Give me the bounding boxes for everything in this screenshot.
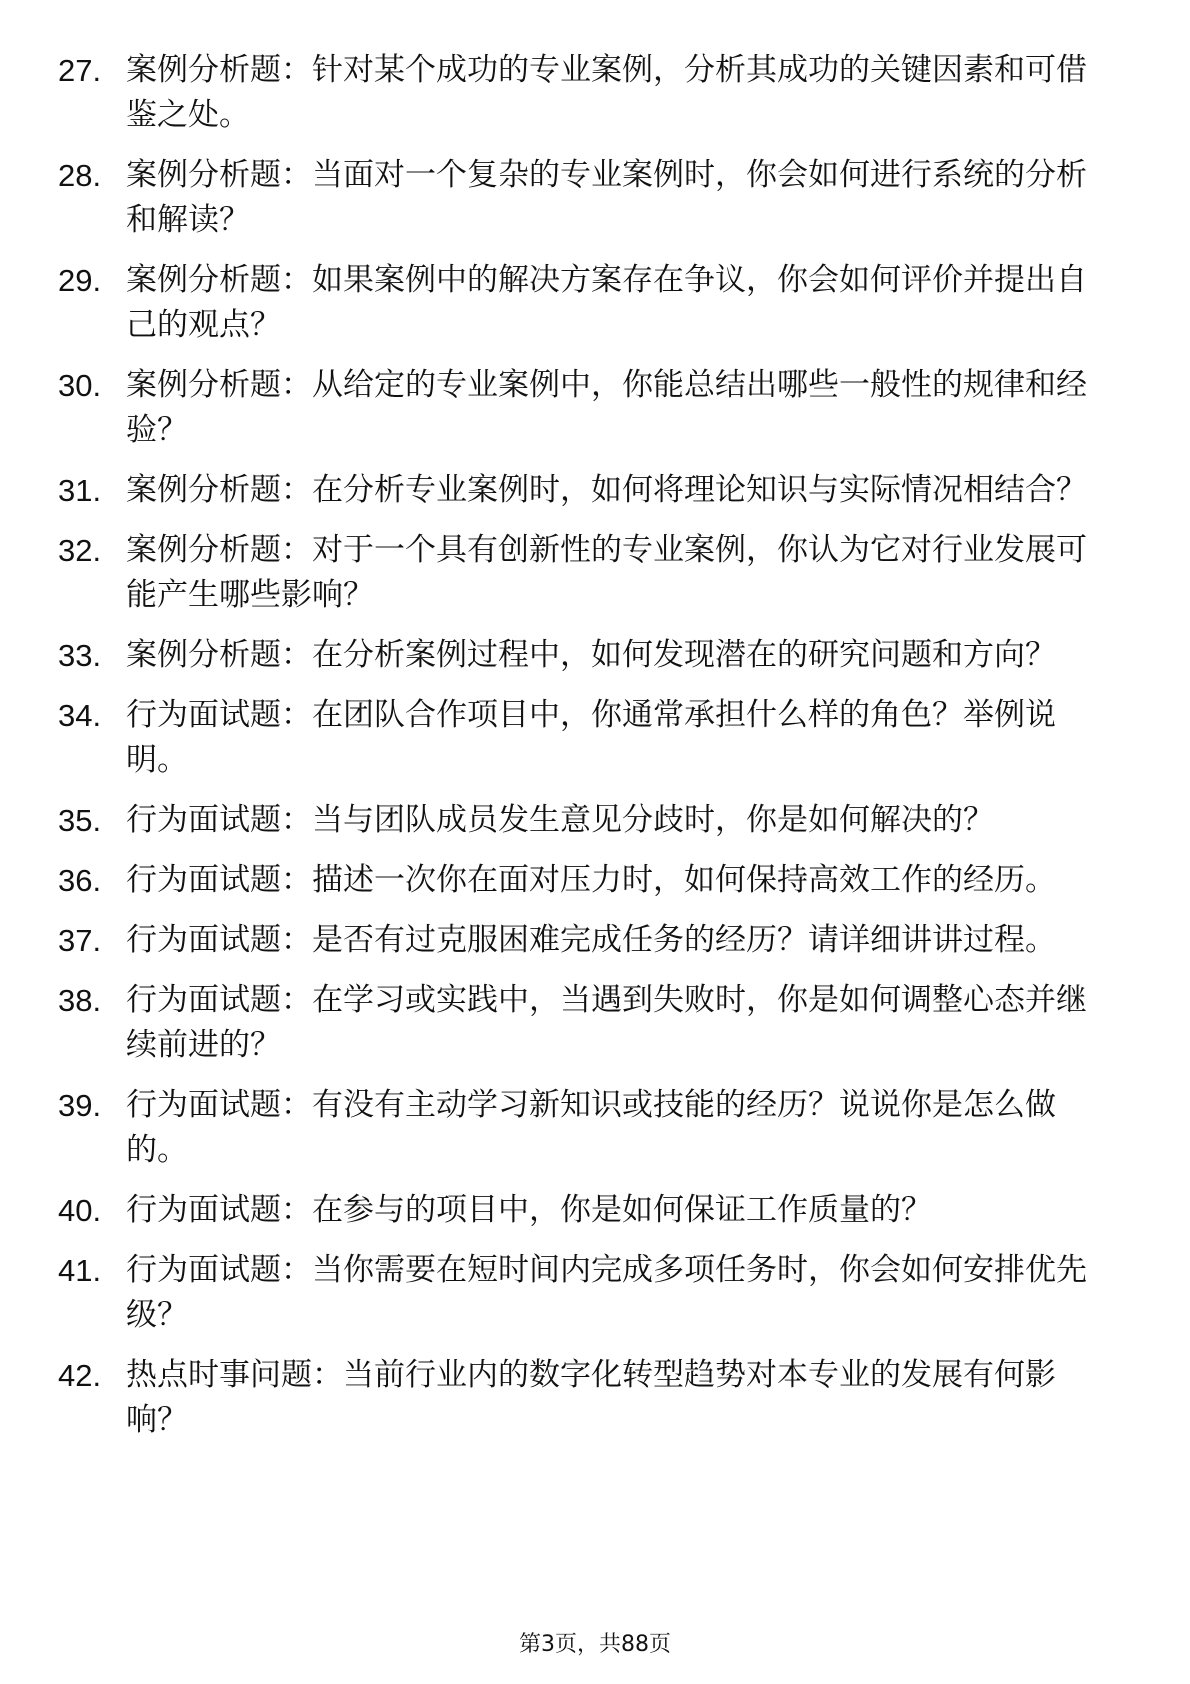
item-text: 从给定的专业案例中，你能总结出哪些一般性的规律和经验？ [126, 367, 1087, 448]
item-number: 27. [58, 53, 102, 88]
item-text: 在学习或实践中，当遇到失败时，你是如何调整心态并继续前进的？ [126, 982, 1087, 1063]
item-number: 36. [58, 863, 102, 898]
item-text: 是否有过克服困难完成任务的经历？请详细讲讲过程。 [312, 922, 1056, 958]
list-item [0, 363, 1190, 453]
list-item [0, 978, 1190, 1068]
item-number: 35. [58, 803, 102, 838]
item-text: 当与团队成员发生意见分歧时，你是如何解决的？ [312, 802, 994, 838]
item-category: 案例分析题： [126, 157, 312, 193]
list-item [0, 858, 1190, 903]
list-item [0, 918, 1190, 963]
item-number: 38. [58, 983, 102, 1018]
item-category: 案例分析题： [126, 262, 312, 298]
list-item [0, 48, 1190, 138]
list-item [0, 258, 1190, 348]
item-category: 案例分析题： [126, 367, 312, 403]
item-number: 29. [58, 263, 102, 298]
item-number: 32. [58, 533, 102, 568]
list-item [0, 633, 1190, 678]
item-text: 描述一次你在面对压力时，如何保持高效工作的经历。 [312, 862, 1056, 898]
item-number: 33. [58, 638, 102, 673]
item-category: 行为面试题： [126, 1252, 312, 1288]
item-text: 有没有主动学习新知识或技能的经历？说说你是怎么做的。 [126, 1087, 1056, 1168]
item-category: 热点时事问题： [126, 1357, 343, 1393]
list-item [0, 693, 1190, 783]
item-number: 39. [58, 1088, 102, 1123]
item-category: 行为面试题： [126, 1192, 312, 1228]
page-number: 第3页，共88页 [519, 1632, 671, 1657]
list-item [0, 528, 1190, 618]
item-category: 行为面试题： [126, 1087, 312, 1123]
item-number: 30. [58, 368, 102, 403]
list-item [0, 1188, 1190, 1233]
item-text: 对于一个具有创新性的专业案例，你认为它对行业发展可能产生哪些影响？ [126, 532, 1087, 613]
item-category: 行为面试题： [126, 862, 312, 898]
item-text: 当你需要在短时间内完成多项任务时，你会如何安排优先级？ [126, 1252, 1087, 1333]
item-text: 在参与的项目中，你是如何保证工作质量的？ [312, 1192, 932, 1228]
question-list [0, 48, 1190, 1458]
list-item [0, 468, 1190, 513]
list-item [0, 1248, 1190, 1338]
item-number: 37. [58, 923, 102, 958]
list-item [0, 798, 1190, 843]
item-category: 行为面试题： [126, 922, 312, 958]
item-category: 行为面试题： [126, 802, 312, 838]
item-text: 在分析专业案例时，如何将理论知识与实际情况相结合？ [312, 472, 1087, 508]
item-category: 案例分析题： [126, 52, 312, 88]
item-number: 40. [58, 1193, 102, 1228]
item-number: 34. [58, 698, 102, 733]
list-item [0, 1083, 1190, 1173]
item-category: 行为面试题： [126, 982, 312, 1018]
item-text: 当面对一个复杂的专业案例时，你会如何进行系统的分析和解读？ [126, 157, 1087, 238]
item-number: 28. [58, 158, 102, 193]
list-item [0, 1353, 1190, 1443]
item-number: 42. [58, 1358, 102, 1393]
item-text: 在团队合作项目中，你通常承担什么样的角色？举例说明。 [126, 697, 1056, 778]
item-category: 案例分析题： [126, 532, 312, 568]
item-number: 41. [58, 1253, 102, 1288]
item-text: 在分析案例过程中，如何发现潜在的研究问题和方向？ [312, 637, 1056, 673]
item-text: 针对某个成功的专业案例，分析其成功的关键因素和可借鉴之处。 [126, 52, 1087, 133]
item-text: 如果案例中的解决方案存在争议，你会如何评价并提出自己的观点？ [126, 262, 1087, 343]
list-item [0, 153, 1190, 243]
item-number: 31. [58, 473, 102, 508]
item-text: 当前行业内的数字化转型趋势对本专业的发展有何影响？ [126, 1357, 1056, 1438]
item-category: 行为面试题： [126, 697, 312, 733]
item-category: 案例分析题： [126, 472, 312, 508]
item-category: 案例分析题： [126, 637, 312, 673]
